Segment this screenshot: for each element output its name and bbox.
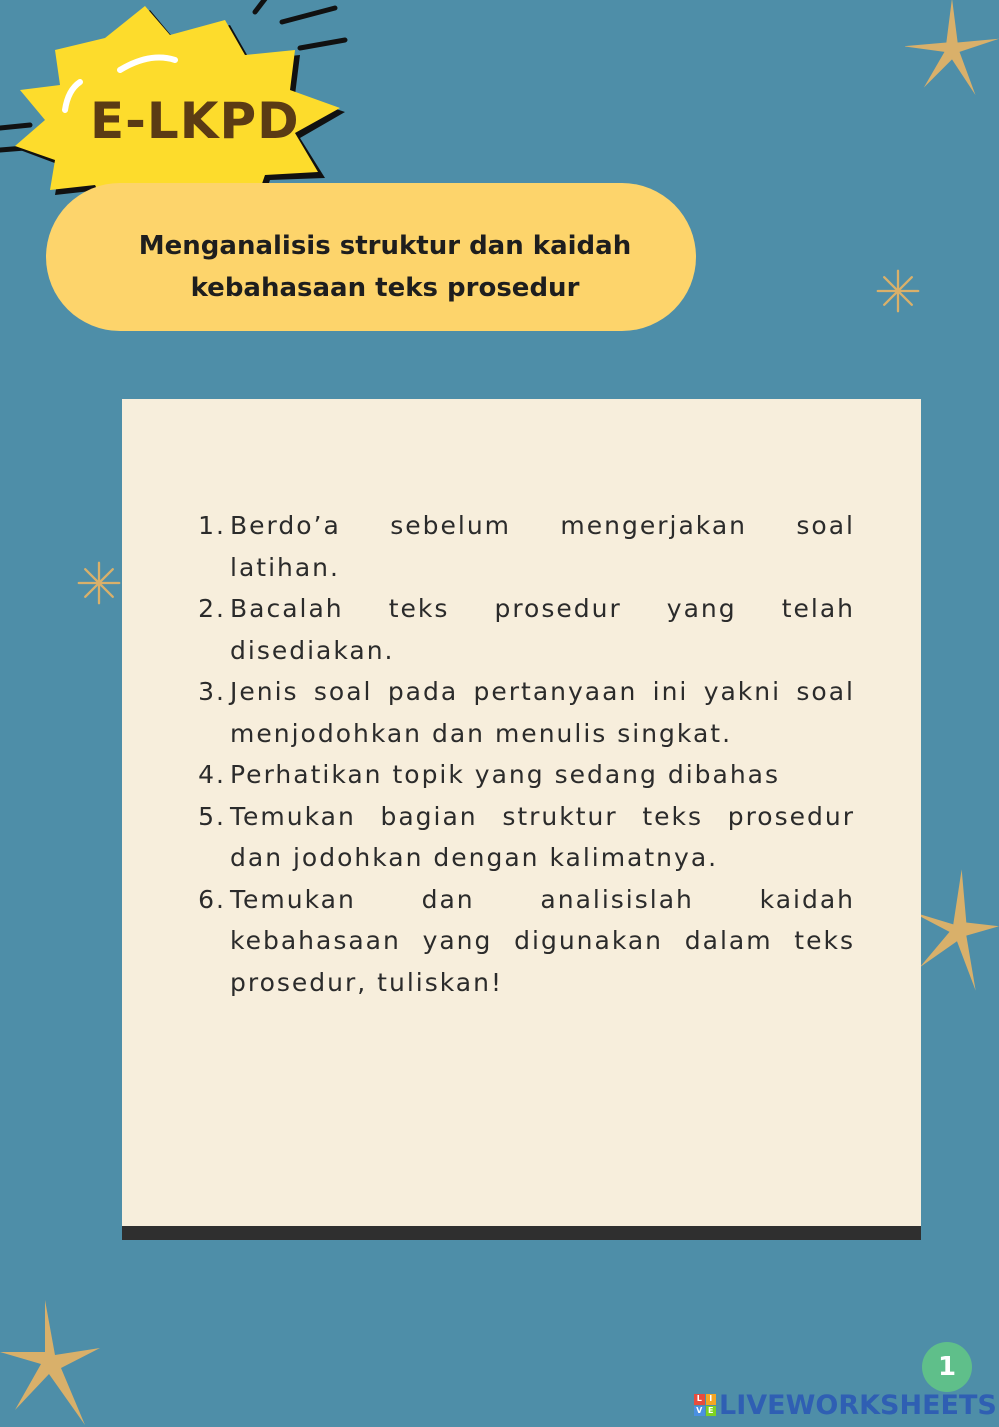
star-icon — [905, 0, 999, 100]
liveworksheets-logo-icon: L I V E — [694, 1394, 716, 1416]
instructions-list — [190, 505, 855, 1003]
title-line-2: kebahasaan teks prosedur — [190, 273, 580, 303]
title-line-1: Menganalisis struktur dan kaidah — [138, 231, 632, 261]
list-item: 6. Temukan dan analisislah kaidah kebahasaan yang digunakan dalam teks prosedur, tuliskan! — [198, 884, 855, 997]
list-item: 5. Temukan bagian struktur teks prosedur dan jodohkan dengan kalimatnya. — [198, 801, 855, 872]
star-icon — [875, 268, 921, 314]
badge-label: E-LKPD — [90, 92, 300, 150]
list-item: 3. Jenis soal pada pertanyaan ini yakni soal menjodohkan dan menulis singkat. — [198, 677, 855, 748]
brand-name: LIVEWORKSHEETS — [719, 1389, 997, 1421]
page-number-badge: 1 — [922, 1342, 972, 1392]
list-item: 1. Berdo’a sebelum mengerjakan soal latihan. — [198, 511, 855, 582]
list-item: 4. Perhatikan topik yang sedang dibahas — [198, 760, 781, 789]
card-bottom-border — [122, 1226, 921, 1240]
page-title — [90, 225, 680, 309]
list-item: 2. Bacalah teks prosedur yang telah disediakan. — [198, 594, 855, 665]
star-icon — [0, 1300, 110, 1427]
star-icon — [76, 560, 122, 606]
liveworksheets-brand[interactable] — [694, 1388, 997, 1422]
star-icon — [915, 865, 999, 995]
